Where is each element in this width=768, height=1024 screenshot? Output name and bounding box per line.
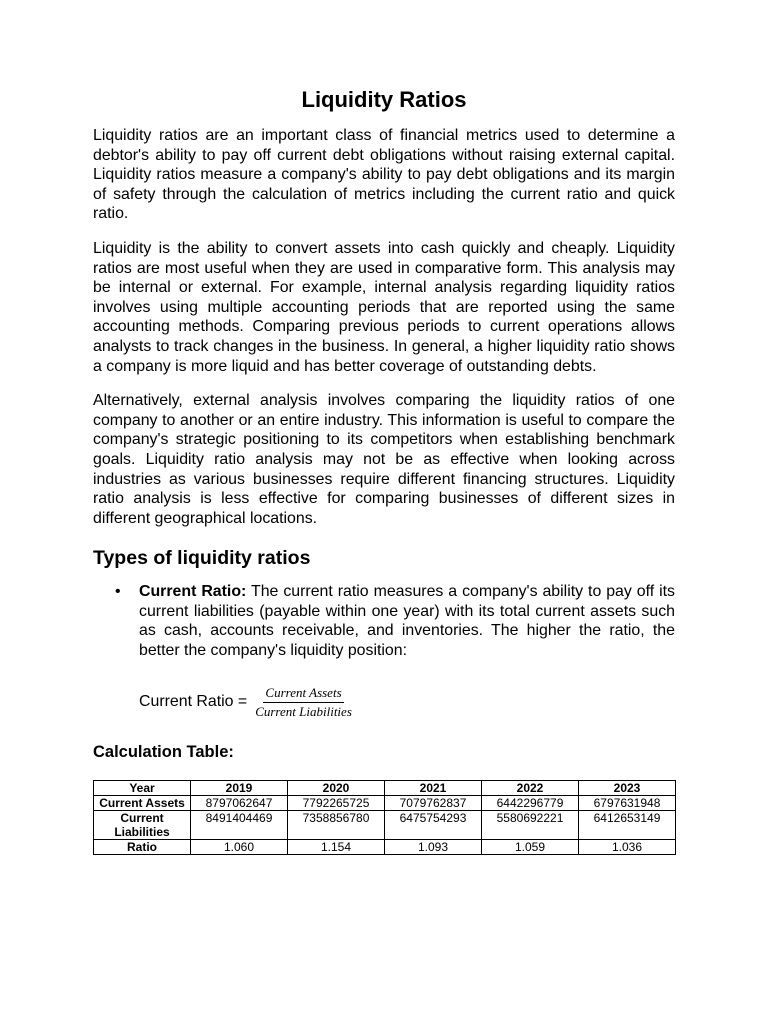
table-cell: 1.093 <box>385 839 482 854</box>
formula-numerator: Current Assets <box>263 685 343 703</box>
table-cell: 5580692221 <box>482 810 579 839</box>
table-row-label: Current Liabilities <box>94 810 191 839</box>
paragraph-liquidity: Liquidity is the ability to convert assets into cash quickly and cheaply. Liquidity ratios are most useful when they are used in comparative form. This analysis may be internal or external. For example, internal analysis regarding liquidity ratios involves using multiple accounting periods that are reported using the same accounting methods. Comparing previous periods to current operations allows analysts to track changes in the business. In general, a higher liquidity ratio shows a company is more liquid and has better coverage of outstanding debts. <box>93 239 675 375</box>
list-item-current-ratio <box>93 582 675 660</box>
paragraph-intro: Liquidity ratios are an important class of financial metrics used to determine a debtor's ability to pay off current debt obligations without raising external capital. Liquidity ratios measure a company's ability to pay debt obligations and its margin of safety through the calculation of metrics including the current ratio and quick ratio. <box>93 127 675 223</box>
bullet-term: Current Ratio: <box>139 583 247 601</box>
table-header-cell: Year <box>94 780 191 795</box>
table-cell: 1.059 <box>482 839 579 854</box>
table-header-cell: 2020 <box>288 780 385 795</box>
table-row-label: Ratio <box>94 839 191 854</box>
table-cell: 1.154 <box>288 839 385 854</box>
page-title: Liquidity Ratios <box>301 87 467 112</box>
calculation-table-heading: Calculation Table: <box>93 742 234 761</box>
table-cell: 7358856780 <box>288 810 385 839</box>
table-cell: 6442296779 <box>482 795 579 810</box>
table-row <box>94 839 676 854</box>
table-cell: 8797062647 <box>191 795 288 810</box>
document-page <box>93 84 675 855</box>
bullet-icon: • <box>115 583 121 601</box>
table-header-cell: 2021 <box>385 780 482 795</box>
ratio-type-list <box>93 582 675 660</box>
table-header-cell: 2023 <box>579 780 676 795</box>
section-heading-types: Types of liquidity ratios <box>93 547 311 570</box>
formula-denominator: Current Liabilities <box>255 703 352 719</box>
table-header-row <box>94 780 676 795</box>
table-row <box>94 795 676 810</box>
table-cell: 6475754293 <box>385 810 482 839</box>
formula-label: Current Ratio = <box>139 693 248 711</box>
calculation-table <box>93 780 676 855</box>
paragraph-external-analysis: Alternatively, external analysis involves comparing the liquidity ratios of one company to another or an entire industry. This information is useful to compare the company's strategic positioning to its competitors when establishing benchmark goals. Liquidity ratio analysis may not be as effective when looking across industries as various businesses require different financing structures. Liquidity ratio analysis is less effective for comparing businesses of different sizes in different geographical locations. <box>93 392 675 527</box>
table-cell: 1.060 <box>191 839 288 854</box>
current-ratio-formula <box>139 685 675 720</box>
table-cell: 1.036 <box>579 839 676 854</box>
table-row-label: Current Assets <box>94 795 191 810</box>
table-header-cell: 2019 <box>191 780 288 795</box>
table-cell: 7079762837 <box>385 795 482 810</box>
formula-fraction <box>253 685 354 720</box>
table-cell: 8491404469 <box>191 810 288 839</box>
table-header-cell: 2022 <box>482 780 579 795</box>
table-cell: 7792265725 <box>288 795 385 810</box>
table-row <box>94 810 676 839</box>
table-cell: 6412653149 <box>579 810 676 839</box>
bullet-text: The current ratio measures a company's ability to pay off its current liabilities (payable within one year) with its total current assets such as cash, accounts receivable, and inventories. The higher the ratio, the better the company's liquidity position: <box>139 583 675 660</box>
table-cell: 6797631948 <box>579 795 676 810</box>
